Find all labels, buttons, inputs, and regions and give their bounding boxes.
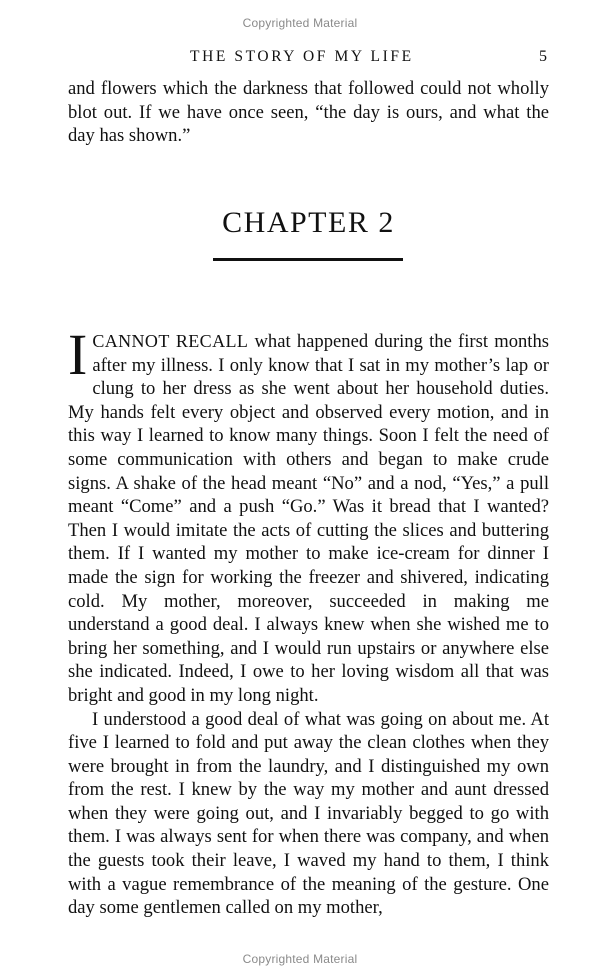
chapter-title: CHAPTER 2	[222, 206, 395, 239]
chapter-body	[68, 322, 549, 920]
page-number: 5	[539, 48, 547, 65]
copyright-watermark-bottom: Copyrighted Material	[242, 952, 358, 966]
lead-in-small-caps: CANNOT RECALL	[92, 331, 249, 351]
chapter-title-rule	[213, 258, 403, 261]
intro-paragraph: and flowers which the darkness that followed could not wholly blot out. If we have once seen, “the day is ours, and what the day has shown.”	[68, 78, 549, 147]
body-paragraph-2: I understood a good deal of what was going on about me. At five I learned to fold and put away the clean clothes when they were brought in from the laundry, and I distinguished my own from the rest. I knew by the way my mother and aunt dressed when they were going out, and I invariably begged to go with them. I was always sent for when there was company, and when the guests took their leave, I waved my hand to them, I think with a vague remembrance of the meaning of the gesture. One day some gentlemen called on my mother,	[68, 708, 549, 919]
running-head-title: THE STORY OF MY LIFE	[190, 48, 414, 65]
body-paragraph-1	[68, 322, 549, 708]
body-paragraph-1-text: what happened during the first months after my illness. I only know that I sat in my mother’s lap or clung to her dress as she went about her household duties. My hands felt every object and observed every motion, and in this way I learned to know many things. Soon I felt the need of some communication with others and began to make crude signs. A shake of the head meant “No” and a nod, “Yes,” a pull meant “Come” and a push “Go.” Was it bread that I wanted? Then I would imitate the acts of cutting the slices and buttering them. If I wanted my mother to make ice-cream for dinner I made the sign for working the freezer and shivered, indicating cold. My mother, moreover, succeeded in making me understand a good deal. I always knew when she wished me to bring her something, and I would run upstairs or anywhere else she indicated. Indeed, I owe to her loving wisdom all that was bright and good in my long night.	[68, 331, 549, 706]
copyright-watermark-top: Copyrighted Material	[242, 16, 358, 30]
intro-text-block	[68, 77, 549, 148]
drop-cap-letter: I	[68, 322, 88, 387]
